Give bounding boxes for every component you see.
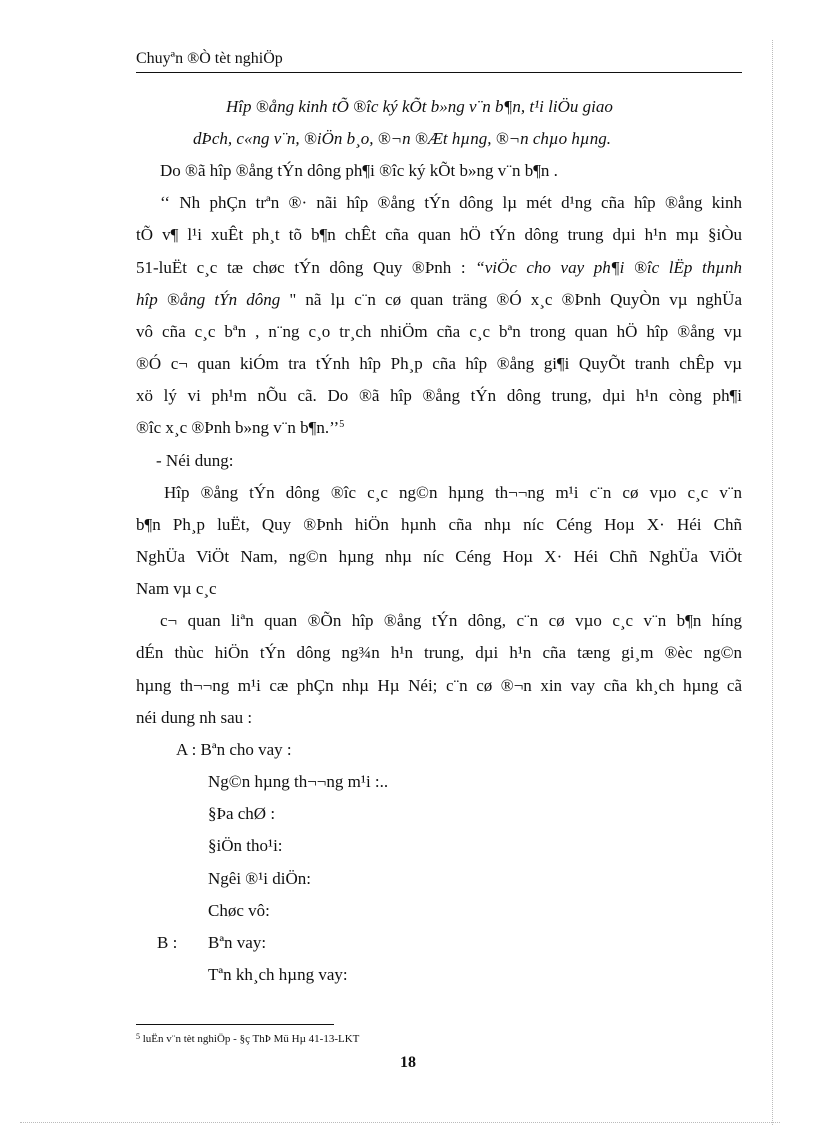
body-line: b¶n Ph¸p luËt, Quy ®Þnh hiÖn hµnh cña nhµ níc Céng Hoµ X· Héi Chñ xyxy=(136,515,742,534)
body-text: ®îc x¸c ®Þnh b»ng v¨n b¶n.’’ xyxy=(136,418,340,437)
body-line: c¬ quan liªn quan ®Õn hîp ®ång tÝn dông, c¨n cø vµo c¸c v¨n b¶n híng xyxy=(160,611,742,630)
quote-text: hîp ®ång tÝn dông xyxy=(136,290,281,309)
form-label: Ng©n hµng th¬¬ng m¹i :.. xyxy=(208,772,389,791)
body-text: " nã lµ c¨n cø quan träng ®Ó x¸c ®Þnh QuyÒn vµ nghÜa xyxy=(280,290,742,309)
body-line: vô cña c¸c bªn , n¨ng c¸o tr¸ch nhiÖm cña c¸c bªn trong quan hÖ hîp ®ång vµ xyxy=(136,322,742,341)
body-line: Hîp ®ång kinh tÕ ®îc ký kÕt b»ng v¨n b¶n, t¹i liÖu giao xyxy=(226,97,613,116)
body-line: dÞch, c«ng v¨n, ®iÖn b¸o, ®¬n ®Æt hµng, ®¬n chµo hµng. xyxy=(193,129,611,148)
form-label: Tªn kh¸ch hµng vay: xyxy=(208,965,348,984)
body-line: Nam vµ c¸c xyxy=(136,579,217,598)
body-line xyxy=(136,417,344,439)
header-rule xyxy=(136,72,742,73)
form-label: §Þa chØ : xyxy=(208,804,276,823)
body-text: 51-luËt c¸c tæ chøc tÝn dông Quy ®Þnh : xyxy=(136,258,476,277)
page-number: 18 xyxy=(400,1054,416,1071)
body-line: Do ®ã hîp ®ång tÝn dông ph¶i ®îc ký kÕt b»ng v¨n b¶n . xyxy=(160,161,558,180)
form-label: §iÖn tho¹i: xyxy=(208,836,283,855)
footnote-reference: 5 xyxy=(339,419,345,430)
body-line xyxy=(136,257,742,279)
body-line: tÕ v¶ l¹i xuÊt ph¸t tõ b¶n chÊt cña quan hÖ tÝn dông trung dµi h¹n mµ §iÒu xyxy=(136,225,742,244)
footnote-number: 5 xyxy=(136,1032,140,1041)
running-header: Chuyªn ®Ò tèt nghiÖp xyxy=(136,50,283,67)
body-line: ®Ó c¬ quan kiÓm tra tÝnh hîp Ph¸p cña hîp ®ång gi¶i QuyÕt tranh chÊp vµ xyxy=(136,354,742,373)
body-line: xö lý vi ph¹m nÕu cã. Do ®ã hîp ®ång tÝn dông trung, dµi h¹n còng ph¶i xyxy=(136,386,742,405)
footnote-text: luËn v¨n tèt nghiÖp - §ç ThÞ Mü Hµ 41-13-LKT xyxy=(140,1033,360,1045)
body-line: néi dung nh sau : xyxy=(136,708,253,727)
section-heading: - Néi dung: xyxy=(156,451,234,470)
body-line: Hîp ®ång tÝn dông ®îc c¸c ng©n hµng th¬¬ng m¹i c¨n cø vµo c¸c v¨n xyxy=(164,483,742,502)
footnote-separator xyxy=(136,1024,334,1025)
body-line: hµng th¬¬ng m¹i cæ phÇn nhµ Hµ Néi; c¨n cø ®¬n xin vay cña kh¸ch hµng cã xyxy=(136,676,742,695)
form-label: Bªn vay: xyxy=(208,933,267,952)
body-line: ‘‘ Nh phÇn trªn ®· nãi hîp ®ång tÝn dông lµ mét d¹ng cña hîp ®ång kinh xyxy=(160,193,742,212)
form-label: B : xyxy=(157,933,178,952)
page-margin-line xyxy=(772,40,773,1125)
form-label: A : Bªn cho vay : xyxy=(176,740,292,759)
quote-text: “viÖc cho vay ph¶i ®îc lËp thµnh xyxy=(475,258,742,277)
form-label: Chøc vô: xyxy=(208,901,270,920)
body-line: dÉn thùc hiÖn tÝn dông ng¾n h¹n trung, dµi h¹n cña tæng gi¸m ®èc ng©n xyxy=(136,643,742,662)
footnote xyxy=(136,1032,359,1046)
form-label: Ngêi ®¹i diÖn: xyxy=(208,869,312,888)
body-line xyxy=(136,289,742,311)
body-line: NghÜa ViÖt Nam, ng©n hµng nhµ níc Céng Hoµ X· Héi Chñ NghÜa ViÖt xyxy=(136,547,742,566)
